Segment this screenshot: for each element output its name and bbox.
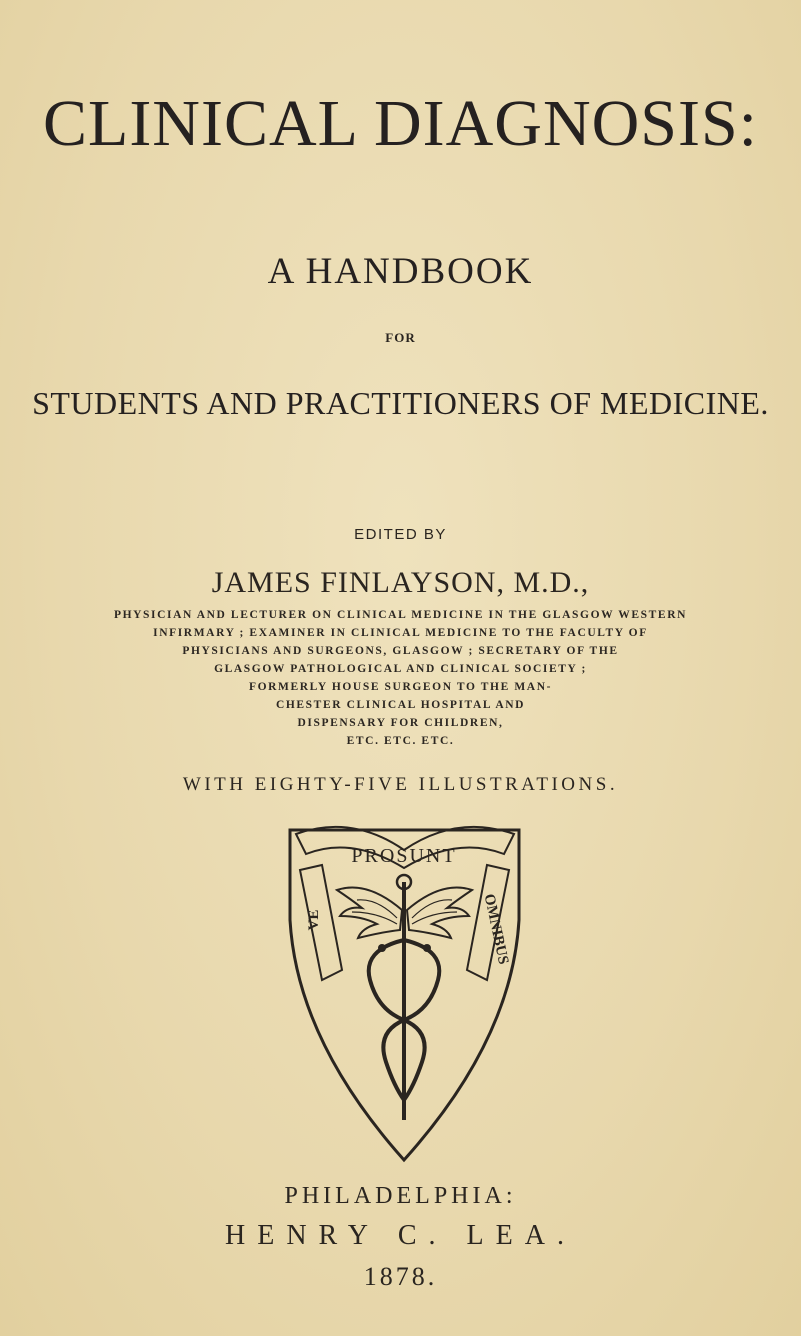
author-credentials-line: INFIRMARY ; EXAMINER IN CLINICAL MEDICINE TO THE FACULTY OF bbox=[153, 627, 648, 639]
author-credentials-line: GLASGOW PATHOLOGICAL AND CLINICAL SOCIETY ; bbox=[214, 663, 587, 675]
wing-right bbox=[407, 888, 472, 939]
banner-motto-top: PROSUNT bbox=[351, 845, 457, 867]
edited-by-label: EDITED BY bbox=[354, 526, 447, 543]
wing-left bbox=[337, 888, 402, 939]
author-name: JAMES FINLAYSON, M.D., bbox=[211, 566, 590, 599]
publisher-device-emblem bbox=[282, 820, 527, 1165]
illustrations-note: WITH EIGHTY-FIVE ILLUSTRATIONS. bbox=[182, 774, 619, 795]
author-credentials-line: DISPENSARY FOR CHILDREN, bbox=[297, 717, 504, 729]
publication-year: 1878. bbox=[363, 1262, 438, 1291]
for-word: FOR bbox=[385, 330, 416, 345]
author-credentials-line: PHYSICIAN AND LECTURER ON CLINICAL MEDICINE IN THE GLASGOW WESTERN bbox=[113, 609, 688, 621]
book-subtitle: A HANDBOOK bbox=[267, 251, 534, 292]
author-credentials-line: CHESTER CLINICAL HOSPITAL AND bbox=[275, 699, 526, 711]
banner-motto-left: VE bbox=[306, 909, 322, 931]
book-title: CLINICAL DIAGNOSIS: bbox=[42, 87, 759, 160]
author-credentials-line: ETC. ETC. ETC. bbox=[346, 735, 455, 747]
banner-motto-right: OMNIBUS bbox=[480, 892, 512, 966]
audience-line: STUDENTS AND PRACTITIONERS OF MEDICINE. bbox=[32, 385, 769, 421]
author-credentials-line: PHYSICIANS AND SURGEONS, GLASGOW ; SECRETARY OF THE bbox=[182, 645, 619, 657]
serpent-right bbox=[383, 940, 439, 1100]
author-credentials-line: FORMERLY HOUSE SURGEON TO THE MAN- bbox=[248, 681, 553, 693]
publisher-name: HENRY C. LEA. bbox=[225, 1220, 576, 1251]
serpent-left bbox=[369, 940, 425, 1100]
publication-city: PHILADELPHIA: bbox=[284, 1183, 517, 1209]
